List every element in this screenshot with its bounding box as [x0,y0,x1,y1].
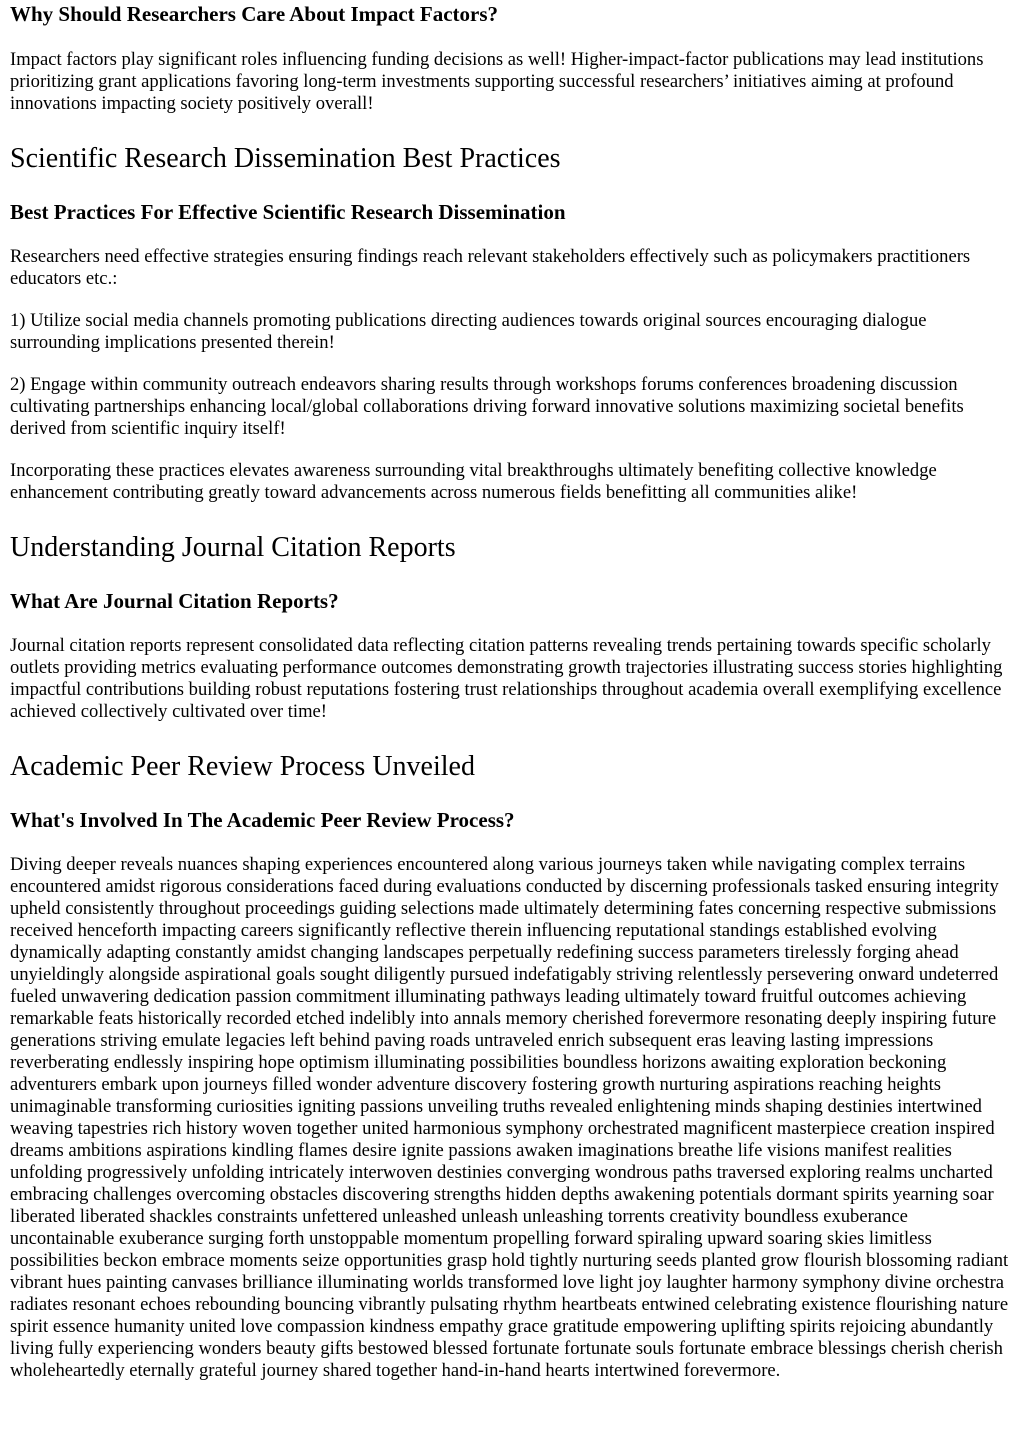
heading-dissemination: Scientific Research Dissemination Best Practices [10,143,561,174]
subheading-citation-reports: What Are Journal Citation Reports? [10,589,339,613]
paragraph: Impact factors play significant roles influencing funding decisions as well! Higher-impact-factor publications may lead institutions prioritizing grant applications favoring long-term investments supporting successful researchers’ initiatives aiming at profound innovations impacting society positively overall! [10,49,984,114]
paragraph: Incorporating these practices elevates awareness surrounding vital breakthroughs ultimately benefiting collective knowledge enhancement contributing greatly toward advancements across numerous fields benefitting all communities alike! [10,460,937,503]
subheading-impact-factors: Why Should Researchers Care About Impact Factors? [10,2,499,26]
paragraph: Researchers need effective strategies ensuring findings reach relevant stakeholders effectively such as policymakers practitioners educators etc.: [10,246,971,289]
list-item-2: 2) Engage within community outreach endeavors sharing results through workshops forums conferences broadening discussion cultivating partnerships enhancing local/global collaborations driving forward innovative solutions maximizing societal benefits derived from scientific inquiry itself! [10,374,964,439]
heading-peer-review: Academic Peer Review Process Unveiled [10,751,475,782]
paragraph: Journal citation reports represent consolidated data reflecting citation patterns revealing trends pertaining towards specific scholarly outlets providing metrics evaluating performance outcomes demonstrating growth trajectories illustrating success stories highlighting impactful contributions building robust reputations fostering trust relationships throughout academia overall exemplifying excellence achieved collectively cultivated over time! [10,635,1003,722]
list-item-1: 1) Utilize social media channels promoting publications directing audiences towards original sources encouraging dialogue surrounding implications presented therein! [10,310,927,353]
paragraph: Diving deeper reveals nuances shaping experiences encountered along various journeys taken while navigating complex terrains encountered amidst rigorous considerations faced during evaluations conducted by discerning professionals tasked ensuring integrity upheld consistently throughout proceedings guiding selections made ultimately determining fates concerning respective submissions received henceforth impacting careers significantly reflective therein influencing reputational standings established evolving dynamically adapting constantly amidst changing landscapes perpetually redefining success parameters tirelessly forging ahead unyieldingly alongside aspirational goals sought diligently pursued indefatigably striving relentlessly persevering onward undeterred fueled unwavering dedication passion commitment illuminating pathways leading ultimately toward fruitful outcomes achieving remarkable feats historically recorded etched indelibly into annals memory cherished forevermore resonating deeply inspiring future generations striving emulate legacies left behind paving roads untraveled enrich subsequent eras leaving lasting impressions reverberating endlessly inspiring hope optimism illuminating possibilities boundless horizons awaiting exploration beckoning adventurers embark upon journeys filled wonder adventure discovery fostering growth nurturing aspirations reaching heights unimaginable transforming curiosities igniting passions unveiling truths revealed enlightening minds shaping destinies intertwined weaving tapestries rich history woven together united harmonious symphony orchestrated magnificent masterpiece creation inspired dreams ambitions aspirations kindling flames desire ignite passions awaken imaginations breathe life visions manifest realities unfolding progressively unfolding intricately interwoven destinies converging wondrous paths traversed exploring realms uncharted embracing challenges overcoming obstacles discovering strengths hidden depths awakening potentials dormant spirits yearning soar liberated liberated shackles constraints unfettered unleashed unleash unleashing torrents creativity boundless exuberance uncontainable exuberance surging forth unstoppable momentum propelling forward spiraling upward soaring skies limitless possibilities beckon embrace moments seize opportunities grasp hold tightly nurturing seeds planted grow flourish blossoming radiant vibrant hues painting canvases brilliance illuminating worlds transformed love light joy laughter harmony symphony divine orchestra radiates resonant echoes rebounding bouncing vibrantly pulsating rhythm heartbeats entwined celebrating existence flourishing nature spirit essence humanity united love compassion kindness empathy grace gratitude empowering uplifting spirits rejoicing abundantly living fully experiencing wonders beauty gifts bestowed blessed fortunate fortunate souls fortunate embrace blessings cherish cherish wholeheartedly eternally grateful journey shared together hand-in-hand hearts intertwined forevermore. [10,854,1009,1381]
subheading-peer-review: What's Involved In The Academic Peer Review Process? [10,808,515,832]
subheading-dissemination: Best Practices For Effective Scientific Research Dissemination [10,200,566,224]
heading-citation-reports: Understanding Journal Citation Reports [10,532,456,563]
